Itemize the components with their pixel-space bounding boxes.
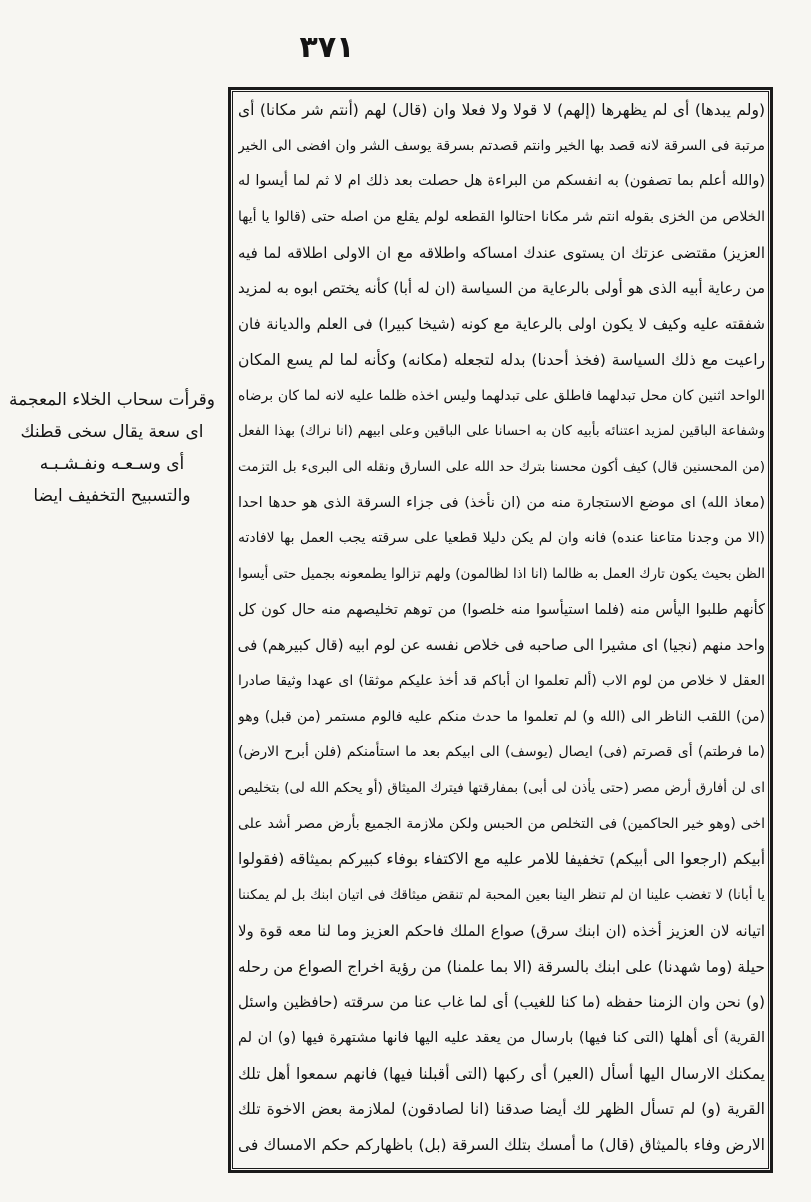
text-line: أبيكم (ارجعوا الى أبيكم) تخفيفا للامر عليه مع الاكتفاء بوفاء كبيركم بميثاقه (فقولوا [238, 850, 765, 869]
text-line: مرتبة فى السرقة لانه قصد بها الخير وانتم قصدتم بسرقة يوسف الشر وان افضى الى الخير [238, 137, 765, 154]
text-line: يمكنك الارسال اليها أسأل (العير) أى ركبها (التى أقبلنا فيها) فانهم سمعوا أهل تلك [238, 1064, 765, 1083]
text-line: (ولم يبدها) أى لم يظهرها (إلهم) لا قولا ولا فعلا وان (قال) لهم (أنتم شر مكانا) أى [238, 101, 765, 119]
text-line: واحد منهم (نجيا) اى مشيرا الى صاحبه فى خلاص نفسه عن لوم ابيه (قال كبيرهم) فى [238, 636, 765, 655]
text-line: (معاذ الله) اى موضع الاستجارة منه من (ان نأخذ) فى جزاء السرقة الذى هو حدها احدا [238, 494, 765, 511]
text-line: شفقته عليه وكيف لا يكون اولى بالرعاية مع كونه (شيخا كبيرا) فى العلم والديانة فان [238, 315, 765, 334]
text-line: الارض وفاء بالميثاق (قال) ما أمسك بتلك السرقة (بل) باظهاركم حكم الامساك فى [238, 1135, 765, 1154]
text-line: راعيت مع ذلك السياسة (فخذ أحدنا) بدله لتجعله (مكانه) وكأنه لما لم يسع المكان [238, 350, 765, 369]
text-line: (الا من وجدنا متاعنا عنده) فانه وان لم يكن دليلا قطعيا على سرقته يجب العمل بها لافادته [238, 530, 765, 547]
text-line: اتيانه لان العزيز أخذه (ان ابنك سرق) صواع الملك فاحكم العزيز وما لنا معه قوة ولا [238, 921, 765, 940]
text-line: حيلة (وما شهدنا) على ابنك بالسرقة (الا بما علمنا) من رؤية اخراج الصواع من رحله [238, 957, 765, 976]
text-line: العقل لا خلاص من لوم الاب (ألم تعلموا ان أباكم قد أخذ عليكم موثقا) اى عهدا وثيقا صادرا [238, 673, 765, 689]
text-line: القرية (و) لم تسأل الظهر لك أيضا صدقنا (انا لصادقون) لملازمة بعض الاخوة تلك [238, 1100, 765, 1119]
page-number: ٣٧١ [299, 30, 355, 65]
text-line: وشفاعة الباقين لمزيد اعتنائه بأبيه كان به احسانا على الباقين وعلى ابيهم (انا نراك) بهذا الفعل [238, 423, 765, 440]
text-line: اخى (وهو خير الحاكمين) فى التخلص من الحبس ولكن ملازمة الجميع بأرض مصر أشد على [238, 815, 765, 832]
text-line: (والله أعلم بما تصفون) به انفسكم من البراءة هل حصلت بعد ذلك ام لا ثم لما أيسوا له [238, 173, 765, 190]
text-line: كأنهم طلبوا اليأس منه (فلما استيأسوا منه خلصوا) من توهم تخليصهم منه حال كون كل [238, 601, 765, 618]
text-line: (ما فرطتم) أى قصرتم (فى) ايصال (يوسف) الى ابيكم بعد ما استأمنكم (فلن أبرح الارض) [238, 744, 765, 761]
margin-note [6, 384, 218, 512]
text-line: القرية) أى أهلها (التى كنا فيها) بارسال من يعقد عليه اليها فانها مشتهرة فيها (و) ان لم [238, 1029, 765, 1046]
margin-note-line: أى وسـعـه ونفـشـبـه [39, 454, 185, 474]
text-line: يا أبانا) لا تغضب علينا ان لم تنظر الينا بعين المحبة لم تنقض ميثاقك فى اتيان ابنك بل لم يمكننا [238, 887, 765, 904]
text-line: الظن بحيث يكون تارك العمل به ظالما (انا اذا لظالمون) ولهم تزالوا يطمعونه بجميل حتى أيسوا [238, 565, 765, 582]
text-line: (و) نحن وان الزمنا حفظه (ما كنا للغيب) أى لما غاب عنا من سرقته (حافظين واسئل [238, 993, 765, 1012]
main-text-block [238, 93, 765, 1165]
margin-note-line: وقرأت سحاب الخلاء المعجمة [9, 390, 215, 410]
text-line: (من) اللقب الناظر الى (الله و) لم تعلموا ما حدث منكم عليه فالوم مستمر (من قبل) وهو [238, 708, 765, 725]
margin-note-line: اى سعة يقال سخى قطنك [20, 422, 204, 442]
text-line: اى لن أفارق أرض مصر (حتى يأذن لى أبى) بمفارقتها فيترك الميثاق (أو يحكم الله لى) بتخليص [238, 780, 765, 797]
text-line: الواحد اثنين كان محل تبدلهما فاطلق على تبدلهما وليس اخذه ظلما عليه لانه لما كان برضاه [238, 387, 765, 404]
margin-note-line: والتسبيح التخفيف ايضا [33, 486, 191, 506]
text-line: من رعاية أبيه الذى هو أولى بالرعاية من السياسة (ان له أبا) كأنه يختص ابوه به لمزيد [238, 279, 765, 298]
text-line: العزيز) مقتضى عزتك ان يستوى عندك امساكه واطلاقه مع ان الاولى اطلاقه لما فيه [238, 243, 765, 262]
text-line: الخلاص من الخزى بقوله انتم شر مكانا احتالوا القطعه لولم يقلع من اصله حتى (قالوا يا أيها [238, 209, 765, 226]
text-line: (من المحسنين قال) كيف أكون محسنا بترك حد الله على السارق ونقله الى البرىء بل التزمت [238, 458, 765, 475]
